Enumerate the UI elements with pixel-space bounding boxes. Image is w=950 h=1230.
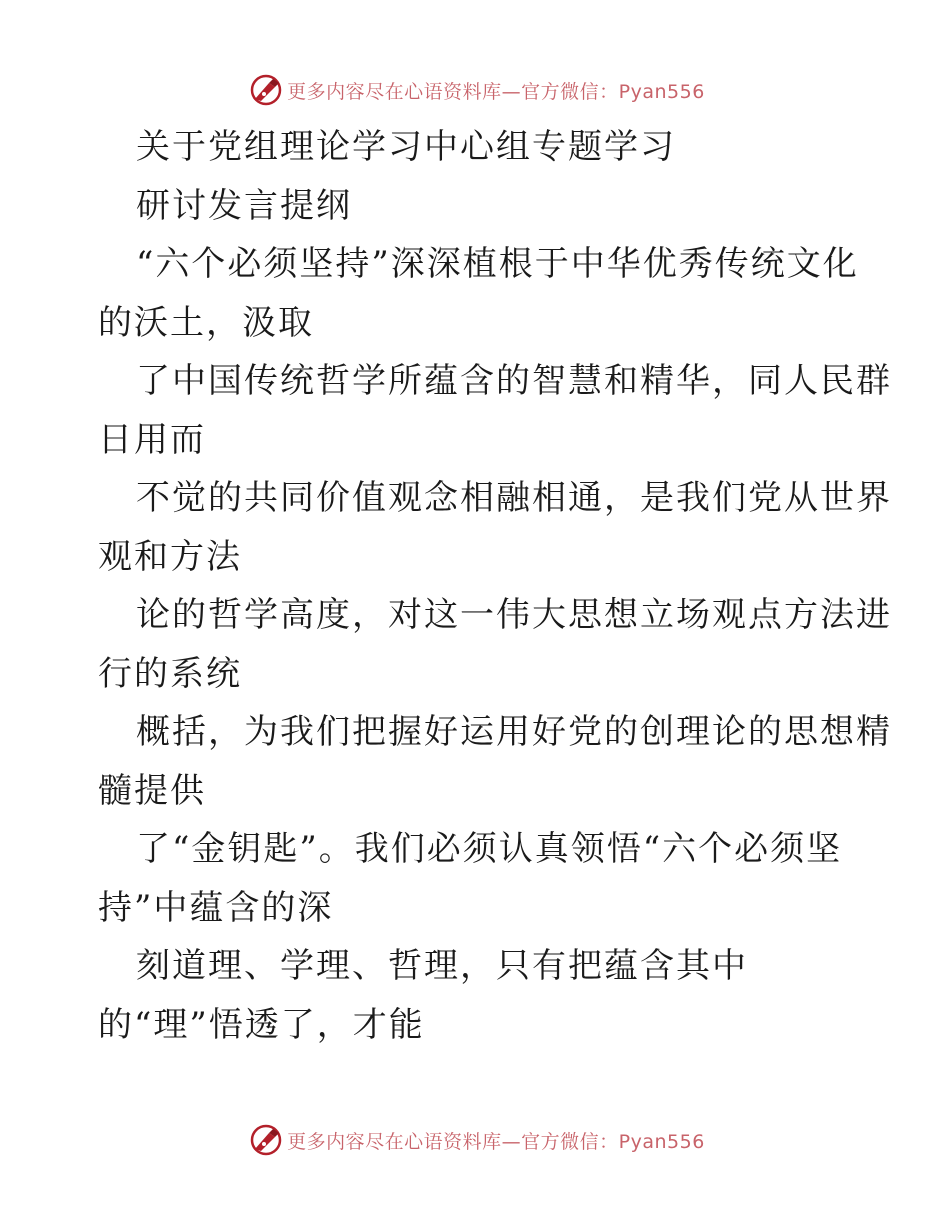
paragraph-line: 不觉的共同价值观念相融相通，是我们党从世界 bbox=[136, 478, 892, 518]
footer-banner bbox=[0, 1120, 950, 1160]
pen-nib-logo-icon bbox=[249, 1123, 283, 1157]
paragraph-line: 行的系统 bbox=[98, 653, 242, 694]
paragraph-line: 髓提供 bbox=[98, 770, 206, 811]
paragraph-line: 的沃土，汲取 bbox=[98, 302, 314, 343]
paragraph-line: 了“金钥匙”。我们必须认真领悟“六个必须坚 bbox=[136, 829, 843, 869]
paragraph-line: 的“理”悟透了，才能 bbox=[98, 1004, 425, 1045]
document-body bbox=[98, 118, 892, 1054]
paragraph-line: 刻道理、学理、哲理，只有把蕴含其中 bbox=[136, 946, 748, 986]
pen-nib-logo-icon bbox=[249, 73, 283, 107]
title-line-2: 研讨发言提纲 bbox=[136, 185, 352, 226]
paragraph-line: “六个必须坚持”深深植根于中华优秀传统文化 bbox=[136, 244, 859, 284]
paragraph-line: 了中国传统哲学所蕴含的智慧和精华，同人民群 bbox=[136, 361, 892, 401]
paragraph-line: 论的哲学高度，对这一伟大思想立场观点方法进 bbox=[136, 595, 892, 635]
header-banner-text: 更多内容尽在心语资料库—官方微信：Pyan556 bbox=[287, 80, 705, 103]
paragraph-line: 概括，为我们把握好运用好党的创理论的思想精 bbox=[136, 712, 892, 752]
paragraph-line: 日用而 bbox=[98, 419, 206, 460]
paragraph-line: 持”中蕴含的深 bbox=[98, 887, 334, 928]
paragraph-line: 观和方法 bbox=[98, 536, 242, 577]
title-line-1: 关于党组理论学习中心组专题学习 bbox=[136, 127, 676, 167]
header-banner bbox=[0, 70, 950, 110]
footer-banner-text: 更多内容尽在心语资料库—官方微信：Pyan556 bbox=[287, 1130, 705, 1153]
